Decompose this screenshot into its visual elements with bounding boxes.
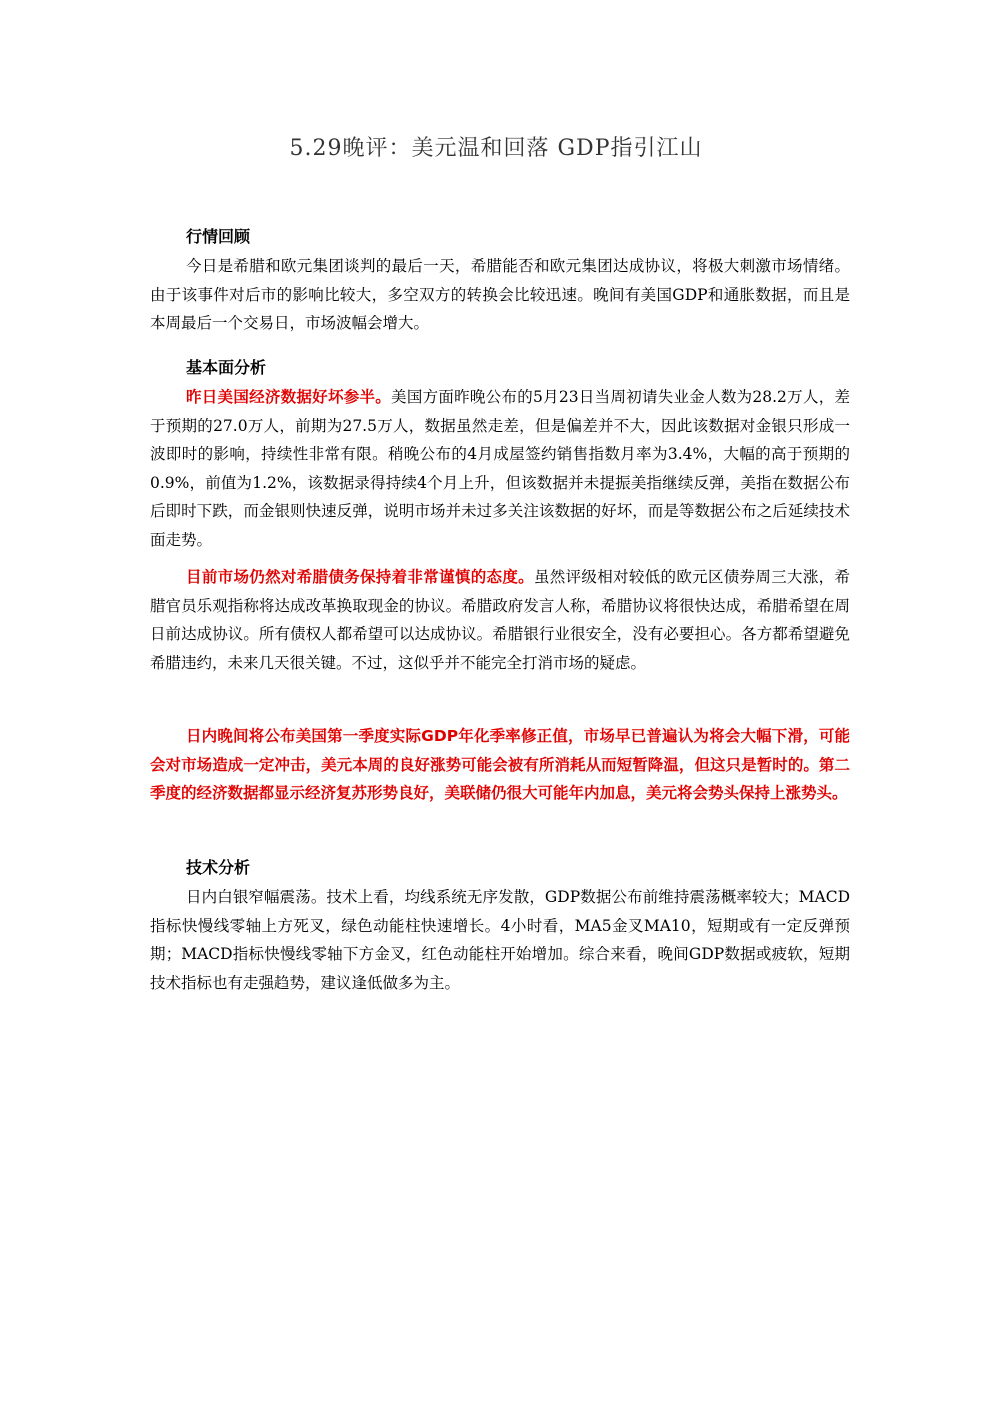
paragraph xyxy=(150,563,850,677)
emphasis-text: 目前市场仍然对希腊债务保持着非常谨慎的态度。 xyxy=(186,568,534,586)
paragraph xyxy=(150,383,850,554)
section-heading: 行情回顾 xyxy=(186,227,251,246)
section-heading: 基本面分析 xyxy=(186,358,267,377)
page-title: 5.29晚评：美元温和回落 GDP指引江山 xyxy=(289,136,703,161)
body-text: 美国方面昨晚公布的5月23日当周初请失业金人数为28.2万人，差于预期的27.0万人，前期为27.5万人，数据虽然走差，但是偏差并不大，因此该数据对金银只形成一波即时的影响，持续性非常有限。稍晚公布的4月成屋签约销售指数月率为3.4%，大幅的高于预期的0.9%，前值为1.2%，该数据录得持续4个月上升，但该数据并未提振美指继续反弹，美指在数据公布后即时下跌，而金银则快速反弹，说明市场并未过多关注该数据的好坏，而是等数据公布之后延续技术面走势。 xyxy=(150,388,850,549)
section-greece xyxy=(150,563,850,677)
section-fundamental xyxy=(150,355,850,554)
paragraph: 今日是希腊和欧元集团谈判的最后一天，希腊能否和欧元集团达成协议，将极大刺激市场情绪。由于该事件对后市的影响比较大，多空双方的转换会比较迅速。晚间有美国GDP和通胀数据，而且是本周最后一个交易日，市场波幅会增大。 xyxy=(150,257,850,332)
section-heading: 技术分析 xyxy=(186,858,251,877)
paragraph: 日内白银窄幅震荡。技术上看，均线系统无序发散，GDP数据公布前维持震荡概率较大；MACD指标快慢线零轴上方死叉，绿色动能柱快速增长。4小时看，MA5金叉MA10，短期或有一定反弹预期；MACD指标快慢线零轴下方金叉，红色动能柱开始增加。综合来看，晚间GDP数据或疲软，短期技术指标也有走强趋势，建议逢低做多为主。 xyxy=(150,888,850,992)
section-technical xyxy=(150,855,850,997)
section-gdp xyxy=(150,722,850,808)
section-review xyxy=(150,224,850,338)
body-text: 虽然评级相对较低的欧元区债券周三大涨，希腊官员乐观指称将达成改革换取现金的协议。希腊政府发言人称，希腊协议将很快达成，希腊希望在周日前达成协议。所有债权人都希望可以达成协议。希腊银行业很安全，没有必要担心。各方都希望避免希腊违约，未来几天很关键。不过，这似乎并不能完全打消市场的疑虑。 xyxy=(150,568,850,672)
emphasis-paragraph: 日内晚间将公布美国第一季度实际GDP年化季率修正值，市场早已普遍认为将会大幅下滑，可能会对市场造成一定冲击，美元本周的良好涨势可能会被有所消耗从而短暂降温，但这只是暂时的。第二季度的经济数据都显示经济复苏形势良好，美联储仍很大可能年内加息，美元将会势头保持上涨势头。 xyxy=(150,727,850,802)
emphasis-text: 昨日美国经济数据好坏参半。 xyxy=(186,388,392,406)
